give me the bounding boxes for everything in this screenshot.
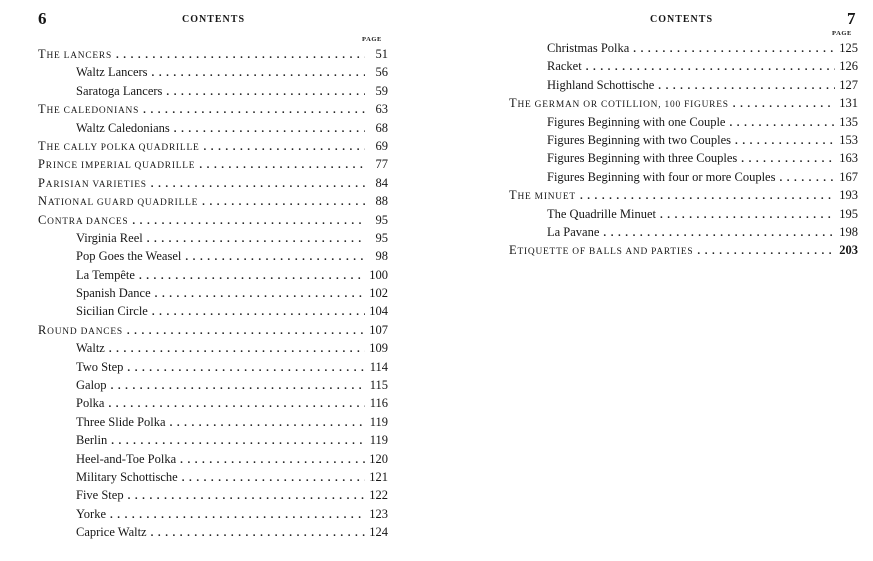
toc-entry-title: ETIQUETTE OF BALLS AND PARTIES [509,243,694,258]
toc-entry-title: Waltz Lancers [76,65,148,80]
toc-entry-page: 107 [369,322,388,337]
toc-entry-page: 95 [375,212,388,227]
dot-leader [580,187,835,205]
toc-list-right [509,39,858,260]
toc-entry [38,523,388,541]
toc-entry-title: NATIONAL GUARD QUADRILLE [38,194,199,209]
toc-entry-title: Caprice Waltz [76,525,147,540]
toc-entry-title: The Quadrille Minuet [547,206,656,221]
dot-leader [151,524,365,542]
dot-leader [110,506,365,524]
page-column-label: PAGE [362,36,382,43]
toc-entry-page: 122 [369,488,388,503]
toc-entry [509,205,858,223]
dot-leader [182,469,365,487]
dot-leader [603,224,835,242]
dot-leader [202,193,365,211]
toc-entry-title: La Tempête [76,267,135,282]
toc-entry-page: 119 [369,414,388,429]
dot-leader [147,230,365,248]
toc-entry-page: 195 [839,206,858,221]
toc-entry-title: THE CALLY POLKA QUADRILLE [38,138,200,153]
toc-entry [38,100,388,118]
toc-entry-page: 109 [369,341,388,356]
dot-leader [127,359,365,377]
dot-leader [127,322,365,340]
toc-entry-page: 121 [369,469,388,484]
dot-leader [108,395,365,413]
dot-leader [735,132,835,150]
toc-entry [38,137,388,155]
toc-entry-title: THE CALEDONIANS [38,102,140,117]
dot-leader [204,138,366,156]
toc-entry-title: Galop [76,378,107,393]
toc-entry-page: 126 [839,59,858,74]
left-page [0,0,436,561]
toc-entry [38,229,388,247]
toc-entry [509,76,858,94]
dot-leader [733,95,835,113]
toc-entry-page: 131 [839,96,858,111]
toc-entry-title: Yorke [76,506,106,521]
toc-entry [38,358,388,376]
toc-entry-page: 59 [375,83,388,98]
toc-entry-page: 125 [839,41,858,55]
toc-entry-page: 56 [375,65,388,80]
toc-entry [38,211,388,229]
toc-entry-page: 116 [369,396,388,411]
toc-entry-page: 102 [369,286,388,301]
toc-entry-page: 163 [839,151,858,166]
toc-entry [509,186,858,204]
toc-entry [38,302,388,320]
toc-entry-page: 84 [375,175,388,190]
toc-entry [509,168,858,186]
toc-entry [38,339,388,357]
toc-entry-title: Racket [547,59,582,74]
toc-entry-page: 203 [839,243,858,258]
toc-entry [38,321,388,339]
toc-entry-title: Heel-and-Toe Polka [76,451,177,466]
toc-entry-title: Virginia Reel [76,230,143,245]
toc-entry [509,39,858,57]
toc-entry [38,284,388,302]
toc-entry [38,45,388,63]
toc-entry [38,266,388,284]
toc-entry-page: 114 [369,359,388,374]
toc-entry [38,394,388,412]
toc-entry-title: Two Step [76,359,124,374]
toc-entry-page: 123 [369,506,388,521]
toc-entry-page: 115 [369,378,388,393]
toc-entry-title: La Pavane [547,224,600,239]
toc-entry-title: Berlin [76,433,108,448]
toc-entry-title: Pop Goes the Weasel [76,249,182,264]
toc-entry-title: Spanish Dance [76,286,151,301]
dot-leader [697,242,835,260]
toc-entry-page: 63 [375,102,388,117]
toc-entry [38,155,388,173]
toc-entry-page: 98 [375,249,388,264]
dot-leader [111,432,365,450]
dot-leader [633,40,835,58]
toc-entry-title: Christmas Polka [547,41,630,55]
toc-entry [38,450,388,468]
toc-entry [38,192,388,210]
toc-entry-page: 167 [839,169,858,184]
toc-entry-page: 69 [375,138,388,153]
dot-leader [151,175,365,193]
toc-entry-title: THE MINUET [509,188,576,203]
dot-leader [166,83,365,101]
toc-entry [38,486,388,504]
dot-leader [152,303,365,321]
toc-entry [38,174,388,192]
toc-entry-page: 119 [369,433,388,448]
toc-entry [509,57,858,75]
toc-entry [38,82,388,100]
toc-entry-title: Waltz Caledonians [76,120,170,135]
toc-entry-title: THE LANCERS [38,47,112,61]
dot-leader [729,114,835,132]
dot-leader [174,120,365,138]
toc-entry [38,413,388,431]
toc-entry [38,247,388,265]
toc-entry-title: PRINCE IMPERIAL QUADRILLE [38,157,196,172]
dot-leader [660,206,835,224]
toc-entry [38,63,388,81]
toc-entry-title: Saratoga Lancers [76,83,163,98]
toc-entry-title: Five Step [76,488,124,503]
toc-entry-page: 95 [375,230,388,245]
dot-leader [199,156,365,174]
page-column-label: PAGE [832,30,852,37]
right-page [437,0,873,561]
toc-entry [509,94,858,112]
toc-entry-page: 124 [369,525,388,540]
toc-entry-title: Figures Beginning with one Couple [547,114,726,129]
toc-entry-title: Figures Beginning with three Couples [547,151,738,166]
toc-entry-title: Three Slide Polka [76,414,166,429]
toc-entry-page: 77 [375,157,388,172]
toc-entry-title: Polka [76,396,105,411]
toc-entry-title: PARISIAN VARIETIES [38,175,147,190]
toc-entry-title: THE GERMAN OR COTILLION, 100 FIGURES [509,96,729,111]
dot-leader [155,285,365,303]
toc-entry [509,149,858,167]
dot-leader [658,77,835,95]
toc-entry-title: Figures Beginning with two Couples [547,132,732,147]
toc-entry-page: 127 [839,77,858,92]
toc-entry [38,468,388,486]
toc-entry-page: 51 [375,47,388,61]
toc-entry-title: Figures Beginning with four or more Couples [547,169,776,184]
toc-entry-title: CONTRA DANCES [38,212,129,227]
toc-entry-page: 135 [839,114,858,129]
toc-entry [38,376,388,394]
page-number: 7 [847,9,856,28]
dot-leader [139,267,365,285]
toc-entry-title: Highland Schottische [547,77,655,92]
toc-entry [38,119,388,137]
dot-leader [170,414,365,432]
toc-entry-page: 153 [839,132,858,147]
toc-entry [509,241,858,259]
dot-leader [779,169,835,187]
toc-entry-title: Military Schottische [76,469,178,484]
dot-leader [152,64,365,82]
toc-entry [509,223,858,241]
dot-leader [180,451,365,469]
toc-entry-page: 198 [839,224,858,239]
toc-entry [38,505,388,523]
toc-entry-title: ROUND DANCES [38,322,123,337]
dot-leader [741,150,835,168]
page-number: 6 [38,9,47,28]
toc-entry-page: 104 [369,304,388,319]
dot-leader [143,101,365,119]
toc-entry-page: 68 [375,120,388,135]
dot-leader [586,58,835,76]
toc-entry-page: 120 [369,451,388,466]
toc-entry-page: 100 [369,267,388,282]
running-head: CONTENTS [650,14,714,25]
toc-list-left [38,45,388,542]
running-head: CONTENTS [182,14,246,25]
toc-entry-page: 88 [375,194,388,209]
dot-leader [132,212,365,230]
dot-leader [109,340,365,358]
toc-entry [509,131,858,149]
toc-entry-title: Waltz [76,341,105,356]
toc-entry-page: 193 [839,188,858,203]
dot-leader [111,377,365,395]
toc-entry-title: Sicilian Circle [76,304,148,319]
dot-leader [128,487,365,505]
dot-leader [185,248,365,266]
toc-entry [38,431,388,449]
toc-entry [509,113,858,131]
dot-leader [116,46,365,64]
